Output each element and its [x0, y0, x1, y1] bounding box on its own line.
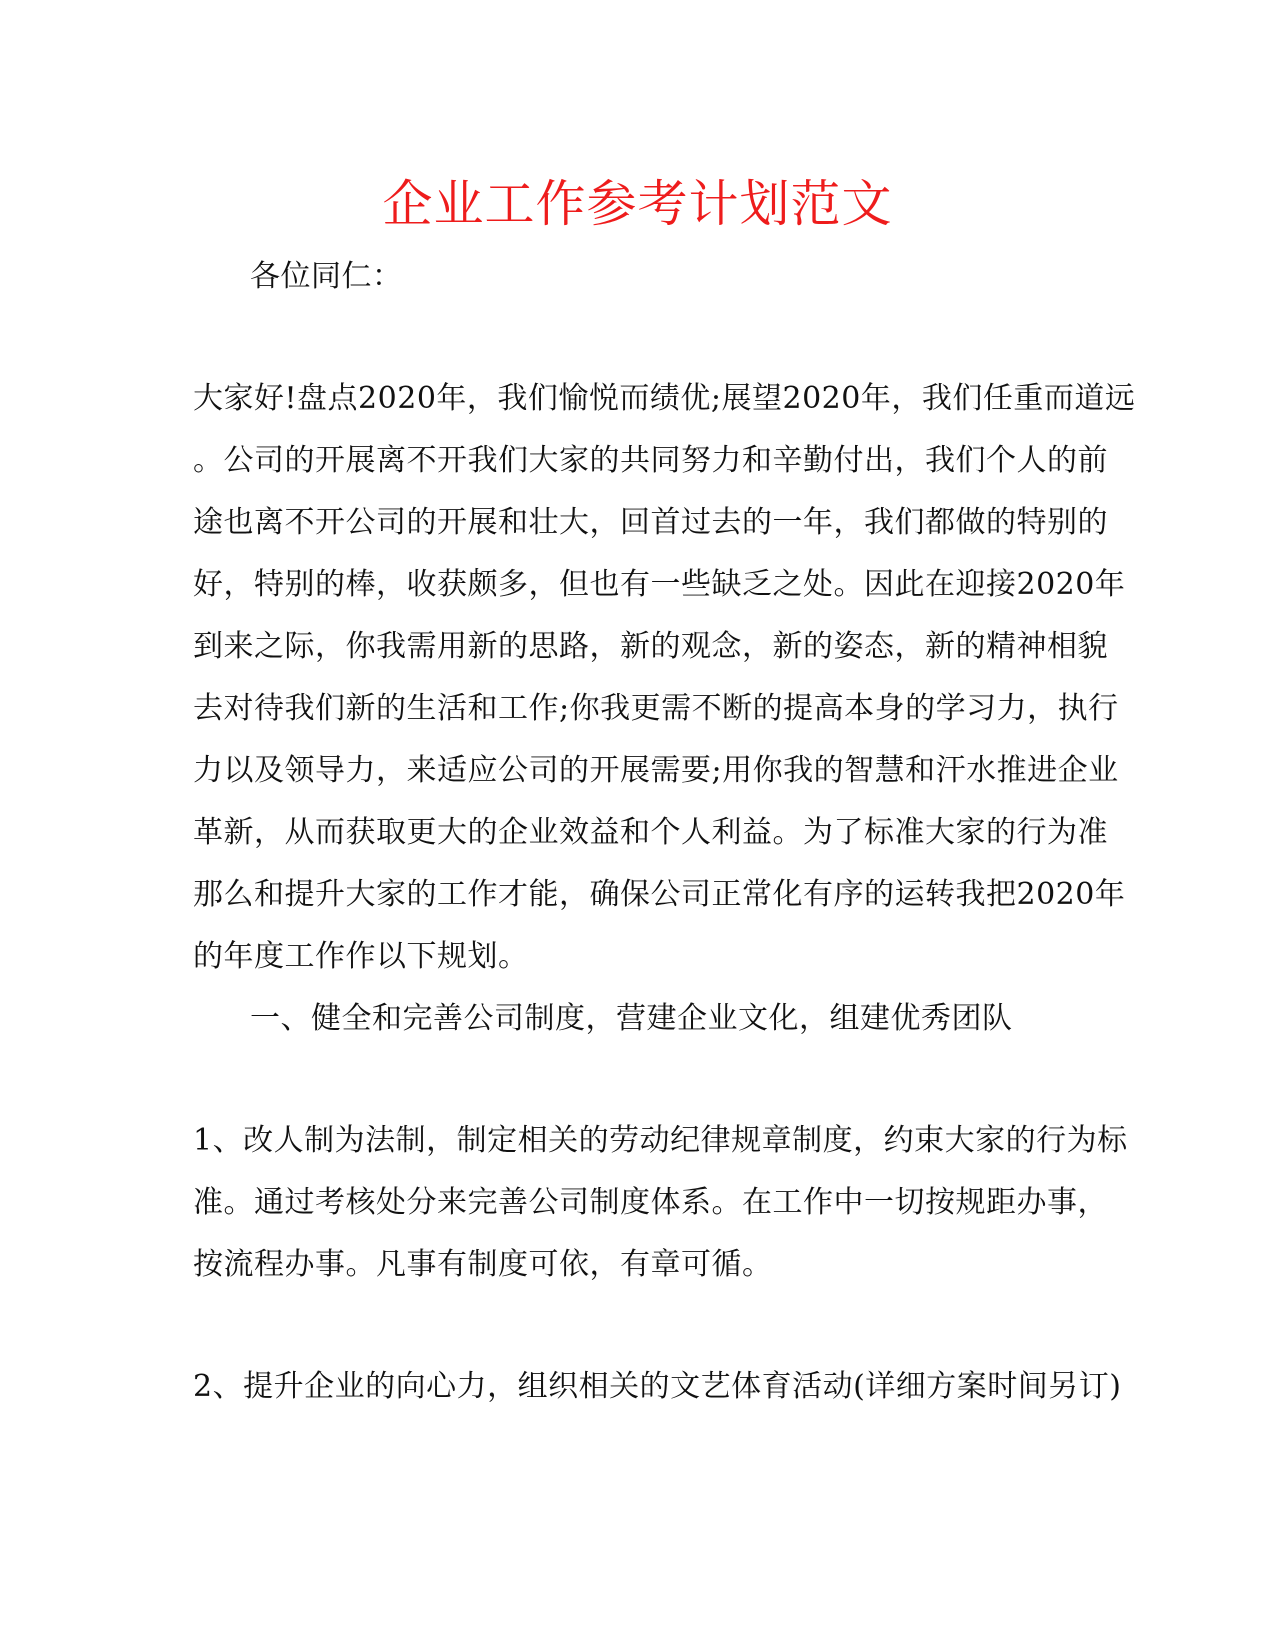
paragraph-line: 好，特别的棒，收获颇多，但也有一些缺乏之处。因此在迎接2020年 [193, 567, 1126, 602]
paragraph-line: 的年度工作作以下规划。 [193, 939, 529, 974]
paragraph-line: 大家好!盘点2020年，我们愉悦而绩优;展望2020年，我们任重而道远 [193, 381, 1136, 416]
paragraph-line: 革新，从而获取更大的企业效益和个人利益。为了标准大家的行为准 [193, 815, 1108, 850]
paragraph-line: 力以及领导力，来适应公司的开展需要;用你我的智慧和汗水推进企业 [193, 753, 1119, 788]
paragraph-line: 。公司的开展离不开我们大家的共同努力和辛勤付出，我们个人的前 [193, 443, 1108, 478]
paragraph-line: 准。通过考核处分来完善公司制度体系。在工作中一切按规距办事， [193, 1185, 1108, 1220]
paragraph-line: 2、提升企业的向心力，组织相关的文艺体育活动(详细方案时间另订) [193, 1369, 1122, 1404]
paragraph-line: 到来之际，你我需用新的思路，新的观念，新的姿态，新的精神相貌 [193, 629, 1108, 664]
greeting: 各位同仁： [250, 259, 403, 294]
paragraph-line: 途也离不开公司的开展和壮大，回首过去的一年，我们都做的特别的 [193, 505, 1108, 540]
section-heading: 一、健全和完善公司制度，营建企业文化，组建优秀团队 [250, 1001, 1013, 1036]
paragraph-line: 按流程办事。凡事有制度可依，有章可循。 [193, 1247, 773, 1282]
document-title: 企业工作参考计划范文 [382, 175, 893, 233]
paragraph-line: 1、改人制为法制，制定相关的劳动纪律规章制度，约束大家的行为标 [193, 1123, 1128, 1158]
paragraph-line: 去对待我们新的生活和工作;你我更需不断的提高本身的学习力，执行 [193, 691, 1119, 726]
paragraph-line: 那么和提升大家的工作才能，确保公司正常化有序的运转我把2020年 [193, 877, 1126, 912]
